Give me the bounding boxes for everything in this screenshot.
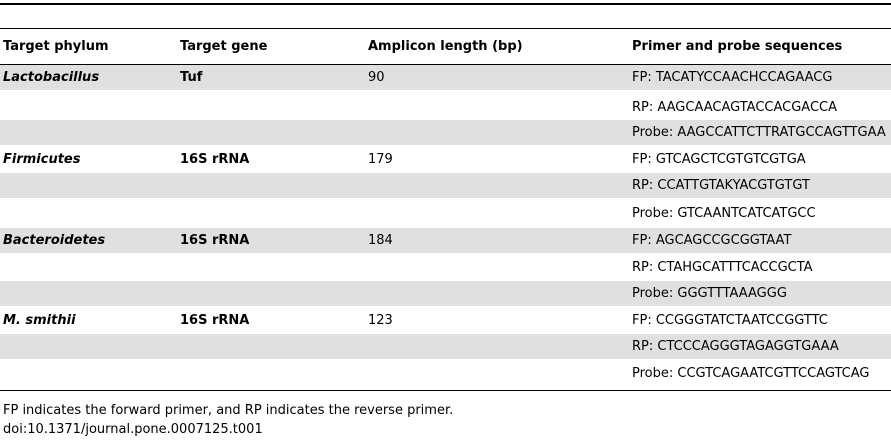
cell-sequence: RP: CTAHGCATTTCACCGCTA <box>632 260 813 275</box>
table-top-rule <box>0 3 891 5</box>
table-row <box>0 255 891 280</box>
table-row <box>0 173 891 198</box>
cell-amplicon: 90 <box>368 70 385 85</box>
table-row <box>0 308 891 333</box>
header-target-gene: Target gene <box>180 39 268 54</box>
cell-gene: 16S rRNA <box>180 233 250 248</box>
cell-sequence: RP: CTCCCAGGGTAGAGGTGAAA <box>632 339 839 354</box>
cell-sequence: RP: AAGCAACAGTACCACGACCA <box>632 100 838 115</box>
cell-sequence: Probe: GTCAANTCATCATGCC <box>632 206 816 221</box>
cell-phylum: Firmicutes <box>3 152 81 167</box>
header-amplicon-length: Amplicon length (bp) <box>368 39 523 54</box>
cell-amplicon: 123 <box>368 313 393 328</box>
cell-phylum: M. smithii <box>3 313 76 328</box>
table-row <box>0 120 891 145</box>
cell-gene: 16S rRNA <box>180 313 250 328</box>
cell-sequence: RP: CCATTGTAKYACGTGTGT <box>632 178 810 193</box>
table-header-row <box>0 29 891 64</box>
table-row <box>0 65 891 90</box>
cell-sequence: Probe: CCGTCAGAATCGTTCCAGTCAG <box>632 366 870 381</box>
cell-sequence: Probe: GGGTTTAAAGGG <box>632 286 787 301</box>
footnote-doi: doi:10.1371/journal.pone.0007125.t001 <box>3 422 263 437</box>
table-row <box>0 281 891 306</box>
table-row <box>0 147 891 172</box>
cell-sequence: Probe: AAGCCATTCTTRATGCCAGTTGAA <box>632 125 886 140</box>
cell-gene: Tuf <box>180 70 203 85</box>
cell-gene: 16S rRNA <box>180 152 250 167</box>
footnote-abbreviations: FP indicates the forward primer, and RP indicates the reverse primer. <box>3 403 454 418</box>
cell-sequence: FP: AGCAGCCGCGGTAAT <box>632 233 792 248</box>
cell-phylum: Bacteroidetes <box>3 233 106 248</box>
table-row <box>0 361 891 386</box>
primer-table <box>0 29 891 381</box>
header-target-phylum: Target phylum <box>3 39 109 54</box>
table-row <box>0 95 891 120</box>
table-bottom-rule <box>0 390 891 391</box>
cell-amplicon: 179 <box>368 152 393 167</box>
cell-sequence: FP: TACATYCCAACHCCAGAACG <box>632 70 833 85</box>
table-row <box>0 228 891 253</box>
cell-amplicon: 184 <box>368 233 393 248</box>
cell-sequence: FP: GTCAGCTCGTGTCGTGA <box>632 152 806 167</box>
cell-sequence: FP: CCGGGTATCTAATCCGGTTC <box>632 313 828 328</box>
header-primer-probe-sequences: Primer and probe sequences <box>632 39 843 54</box>
table-row <box>0 334 891 359</box>
table-row <box>0 201 891 226</box>
cell-phylum: Lactobacillus <box>3 70 100 85</box>
